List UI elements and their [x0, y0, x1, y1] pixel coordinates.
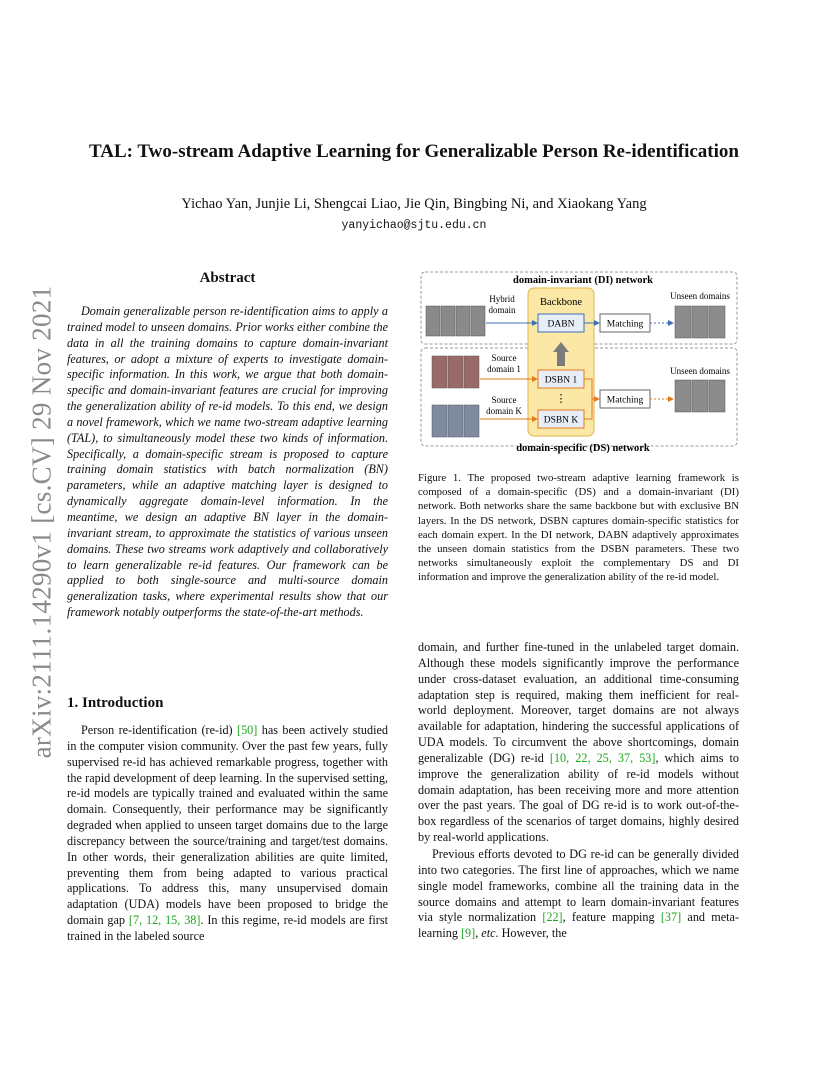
arxiv-id: arXiv:2111.14290v1 [cs.CV] 29 Nov 2021	[26, 285, 57, 759]
figure-1	[418, 268, 740, 456]
intro-paragraph	[67, 723, 388, 945]
person-image-strip-unseen-di	[675, 306, 725, 338]
intro-text-1: Person re-identification (re-id)	[81, 723, 238, 737]
source-k-label: Source	[491, 395, 517, 405]
p3-text-5: . However, the	[495, 926, 567, 941]
dsbn1-label: DSBN 1	[544, 375, 578, 386]
citation-link[interactable]: [9]	[460, 926, 476, 941]
citation-link[interactable]: [7, 12, 15, 38]	[128, 913, 201, 928]
source-1-domain-label: domain 1	[487, 364, 521, 374]
unseen-domains-ds: Unseen domains	[670, 366, 730, 376]
dabn-label: DABN	[547, 319, 575, 330]
abstract-heading: Abstract	[199, 270, 256, 286]
dsbnk-label: DSBN K	[543, 415, 579, 426]
paragraph-3	[418, 847, 739, 942]
author-list: Yichao Yan, Junjie Li, Shengcai Liao, Jie Qin, Bingbing Ni, and Xiaokang Yang	[181, 196, 647, 212]
source-k-domain-label: domain K	[486, 406, 522, 416]
p3-text-4: ,	[475, 926, 482, 941]
person-image-strip-source-k	[432, 405, 479, 437]
backbone-label: Backbone	[540, 297, 582, 308]
framework-diagram	[418, 268, 740, 456]
arxiv-sidebar-stamp	[22, 282, 62, 762]
person-image-strip-source-1	[432, 356, 479, 388]
figure-caption: Figure 1. The proposed two-stream adaptive learning framework is composed of a domain-specific (DS) and a domain-invariant (DI) network. Both networks share the same backbone but with exclusive BN layers. In the DS network, DSBN captures domain-specific statistics for each domain expert. In the DI network, DABN adaptively approximates the unseen domain statistics from the DSBN parameters. These two networks simultaneously exploit the complementary DS and DI information and improve the generalization ability of the re-id model.	[418, 472, 739, 584]
etc-italic: etc	[481, 926, 496, 941]
hybrid-label: Hybrid	[489, 294, 515, 304]
matching-label-ds: Matching	[606, 395, 644, 406]
intro-heading: 1. Introduction	[67, 695, 164, 711]
paragraph-2	[418, 640, 739, 846]
person-image-strip-hybrid	[426, 306, 485, 336]
right-column-text	[418, 640, 739, 942]
citation-link[interactable]: [22]	[542, 910, 563, 925]
matching-label-di: Matching	[606, 319, 644, 330]
ellipsis: ⋮	[555, 393, 567, 405]
p2-text-2: , which aims to improve the generalization ability of re-id models without domain adaptation, has been receiving more and more attention over the past years. The goal of DG re-id is to work out-of-the-box regardless of the scenarios of target domains, highly desired by real-world applications.	[418, 750, 739, 845]
ds-network-title: domain-specific (DS) network	[516, 443, 650, 454]
paper-title: TAL: Two-stream Adaptive Learning for Generalizable Person Re-identification	[89, 141, 739, 162]
citation-link[interactable]: [50]	[237, 723, 258, 737]
p3-text-1: Previous efforts devoted to DG re-id can be generally divided into two categories. The first line of approaches, which we name single model frameworks, combine all the training data in the source domains and attempt to learn domain-invariant features via style normalization	[418, 846, 739, 925]
source-1-label: Source	[491, 353, 517, 363]
citation-link[interactable]: [10, 22, 25, 37, 53]	[549, 750, 656, 765]
hybrid-domain-label: domain	[488, 305, 516, 315]
person-image-strip-unseen-ds	[675, 380, 725, 412]
p3-text-2: , feature mapping	[562, 910, 661, 925]
abstract-text: Domain generalizable person re-identification aims to apply a trained model to unseen domains. Prior works either combine the data in all the training domains to capture domain-invariant features, or adopt a mixture of experts to investigate domain-specific information. In this work, we argue that both domain-specific and domain-invariant features are crucial for improving the generalization ability of re-id models. To this end, we design a novel framework, which we name two-stream adaptive learning (TAL), to simultaneously model these two kinds of information. Specifically, a domain-specific stream is proposed to capture training domain statistics with batch normalization (BN) parameters, while an adaptive matching layer is designed to dynamically aggregate domain-level information. In the meantime, we design an adaptive BN layer in the domain-invariant stream, to approximate the statistics of various unseen domains. These two streams work adaptively and collaboratively to learn generalizable re-id features. Our framework can be applied to both single-source and multi-source domain generalization tasks, where experimental results show that our framework notably outperforms the state-of-the-art methods.	[67, 304, 388, 620]
citation-link[interactable]: [37]	[660, 910, 682, 925]
di-network-title: domain-invariant (DI) network	[512, 275, 654, 286]
p2-text-1: domain, and further fine-tuned in the unlabeled target domain. Although these models significantly improve the performance under cross-dataset evaluation, an additional time-consuming adaptation step is required, making them inefficient for real-world deployment. Moreover, target domains are not always available for adaptation, hindering the successful applications of UDA models. To circumvent the above shortcomings, domain generalizable (DG) re-id	[418, 640, 739, 765]
intro-text-3: . In this regime, re-id models are first trained in the labeled source	[67, 913, 388, 943]
intro-text-2: has been actively studied in the computer vision community. Over the past few years, fully supervised re-id has achieved remarkable progress, together with the rapid development of deep learning. In the supervised setting, re-id models are typically trained and evaluated within the same domain. Consequently, their performance may be significantly degraded when applied to unseen target domains due to the large discrepancy between the source/training and target/test domains. In other words, their generalization abilities are quite limited, preventing them from being adapted to various practical applications. To address this, many unsupervised domain adaptation (UDA) models have been proposed to bridge the domain gap	[67, 723, 388, 928]
author-email: yanyichao@sjtu.edu.cn	[341, 219, 487, 232]
p3-text-3: and meta-learning	[418, 910, 740, 941]
unseen-domains-di: Unseen domains	[670, 291, 730, 301]
